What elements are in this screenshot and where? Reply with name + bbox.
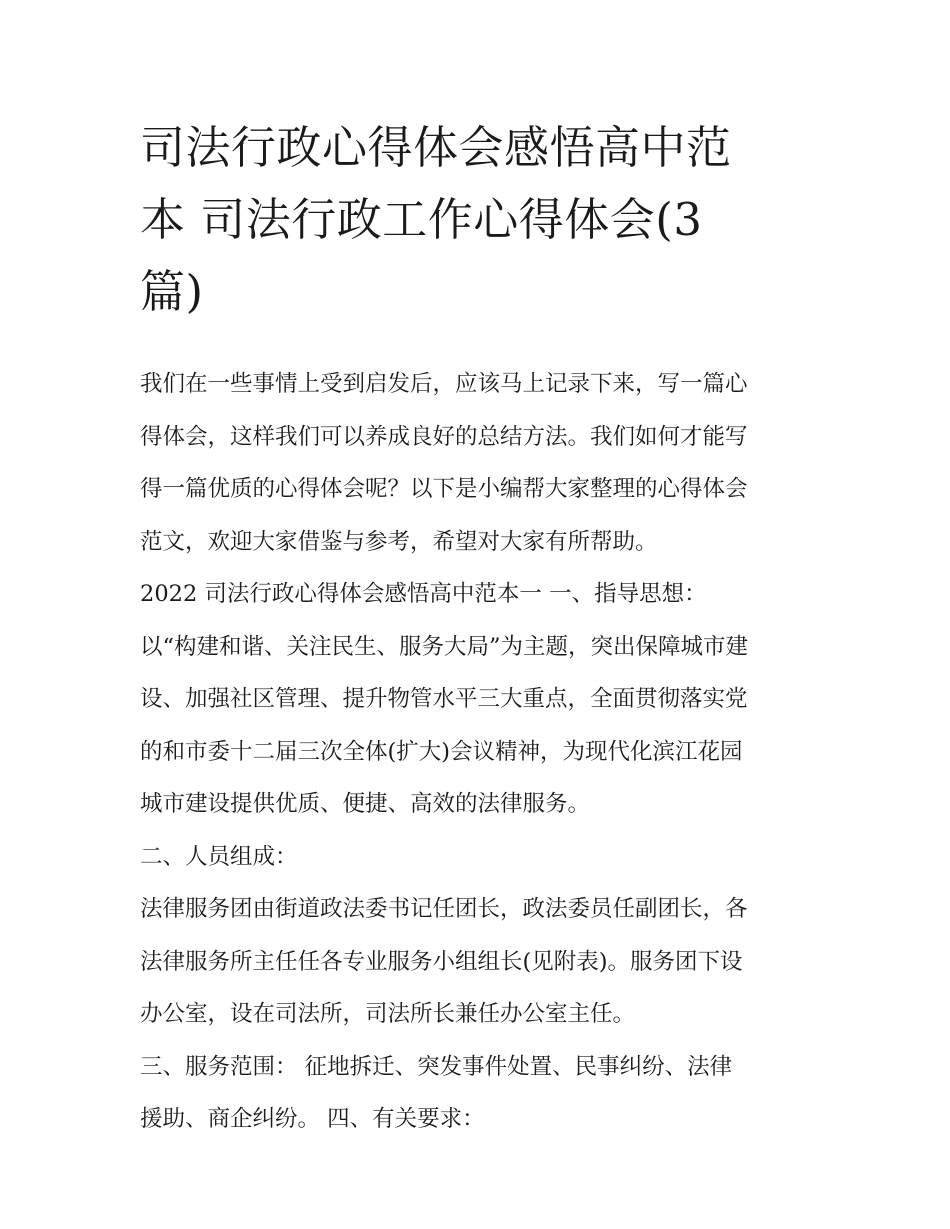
document-body (140, 358, 820, 1146)
title-line: 本 司法行政工作心得体会(3 (140, 193, 703, 246)
body-line: 办公室，设在司法所，司法所长兼任办公室主任。 (140, 1001, 636, 1027)
title-line: 司法行政心得体会感悟高中范 (140, 121, 732, 174)
body-line: 得体会，这样我们可以养成良好的总结方法。我们如何才能写 (140, 423, 748, 450)
body-line: 我们在一些事情上受到启发后，应该马上记录下来，写一篇心 (140, 371, 748, 397)
body-line: 范文，欢迎大家借鉴与参考，希望对大家有所帮助。 (140, 528, 658, 555)
intro-paragraph (140, 358, 820, 568)
personnel-heading (140, 831, 820, 884)
body-line: 2022 司法行政心得体会感悟高中范本一 一、指导思想： (140, 581, 707, 607)
title-line: 篇) (140, 265, 204, 318)
guiding-thought-paragraph (140, 621, 820, 831)
body-line: 得一篇优质的心得体会呢？以下是小编帮大家整理的心得体会 (140, 476, 748, 502)
section-heading (140, 568, 820, 621)
body-line: 设、加强社区管理、提升物管水平三大重点，全面贯彻落实党 (140, 686, 748, 712)
document-title (140, 112, 820, 328)
body-line: 以“构建和谐、关注民生、服务大局”为主题，突出保障城市建 (140, 633, 749, 660)
body-line: 的和市委十二届三次全体(扩大)会议精神，为现代化滨江花园 (140, 738, 743, 765)
body-line: 法律服务团由街道政法委书记任团长，政法委员任副团长，各 (140, 896, 748, 922)
service-scope-paragraph (140, 1041, 820, 1146)
body-line: 法律服务所主任任各专业服务小组组长(见附表)。服务团下设 (140, 948, 743, 975)
body-line: 二、人员组成： (140, 843, 298, 870)
personnel-paragraph (140, 883, 820, 1041)
body-line: 援助、商企纠纷。 四、有关要求： (140, 1106, 485, 1132)
body-line: 三、服务范围： 征地拆迁、突发事件处置、民事纠纷、法律 (140, 1053, 733, 1080)
body-line: 城市建设提供优质、便捷、高效的法律服务。 (140, 791, 591, 817)
